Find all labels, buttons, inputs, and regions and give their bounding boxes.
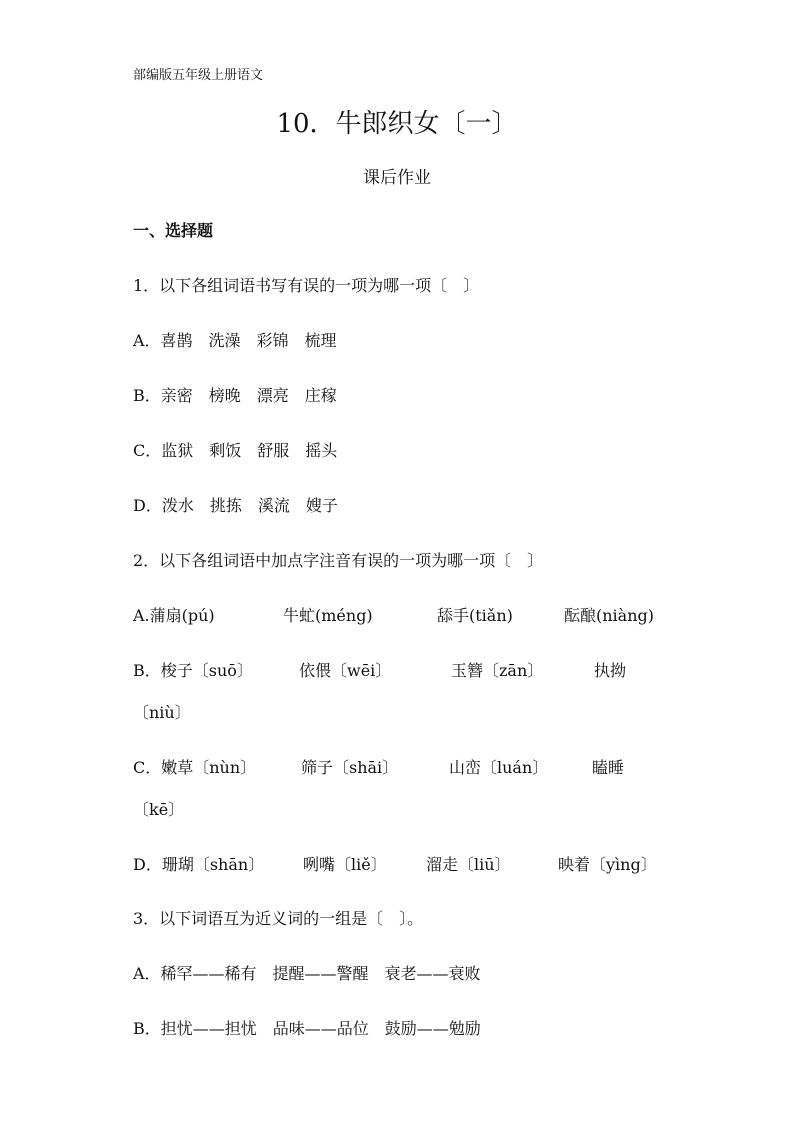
option-part: 玉簪〔zān〕 (451, 661, 544, 680)
question-2-option-c-continued: 〔kē〕 (133, 800, 185, 819)
option-part: D．珊瑚〔shān〕 (133, 855, 265, 874)
question-3-option-a: A．稀罕——稀有 提醒——警醒 衰老——衰败 (133, 964, 481, 983)
option-part: 牛虻(méng) (283, 606, 373, 625)
question-3-option-b: B．担忧——担忧 品味——品位 鼓励——勉励 (133, 1019, 481, 1038)
option-part: 筛子〔shāi〕 (301, 758, 399, 777)
question-1-option-d: D．泼水 挑拣 溪流 嫂子 (133, 496, 338, 515)
option-part: 执拗 (594, 661, 627, 680)
question-1-option-b: B．亲密 榜晚 漂亮 庄稼 (133, 386, 337, 405)
page-subtitle: 课后作业 (363, 168, 431, 188)
question-2-option-b-continued: 〔niù〕 (133, 703, 191, 722)
option-part: C．嫩草〔nùn〕 (133, 758, 257, 777)
question-1-stem: 1．以下各组词语书写有误的一项为哪一项〔 〕 (133, 276, 480, 295)
question-2-stem: 2．以下各组词语中加点字注音有误的一项为哪一项〔 〕 (133, 551, 544, 570)
question-1-option-c: C．监狱 剩饭 舒服 摇头 (133, 441, 338, 460)
option-part: 瞌睡 (592, 758, 625, 777)
option-part: 山峦〔luán〕 (449, 758, 549, 777)
question-3-stem: 3．以下词语互为近义词的一组是〔 〕。 (133, 909, 424, 928)
option-part: 酝酿(niàng) (564, 606, 654, 625)
document-header: 部编版五年级上册语文 (133, 68, 264, 83)
option-part: 咧嘴〔liě〕 (303, 855, 387, 874)
option-part: A.蒲扇(pú) (133, 606, 215, 625)
page-title: 10．牛郎织女〔一〕 (276, 109, 518, 139)
section-title: 一、选择题 (133, 221, 214, 240)
option-part: 映着〔yìng〕 (558, 855, 657, 874)
option-part: 依偎〔wēi〕 (299, 661, 392, 680)
option-part: B．梭子〔suō〕 (133, 661, 253, 680)
question-1-option-a: A．喜鹊 洗澡 彩锦 梳理 (133, 331, 337, 350)
option-part: 溜走〔liū〕 (426, 855, 511, 874)
option-part: 舔手(tiǎn) (437, 606, 513, 625)
